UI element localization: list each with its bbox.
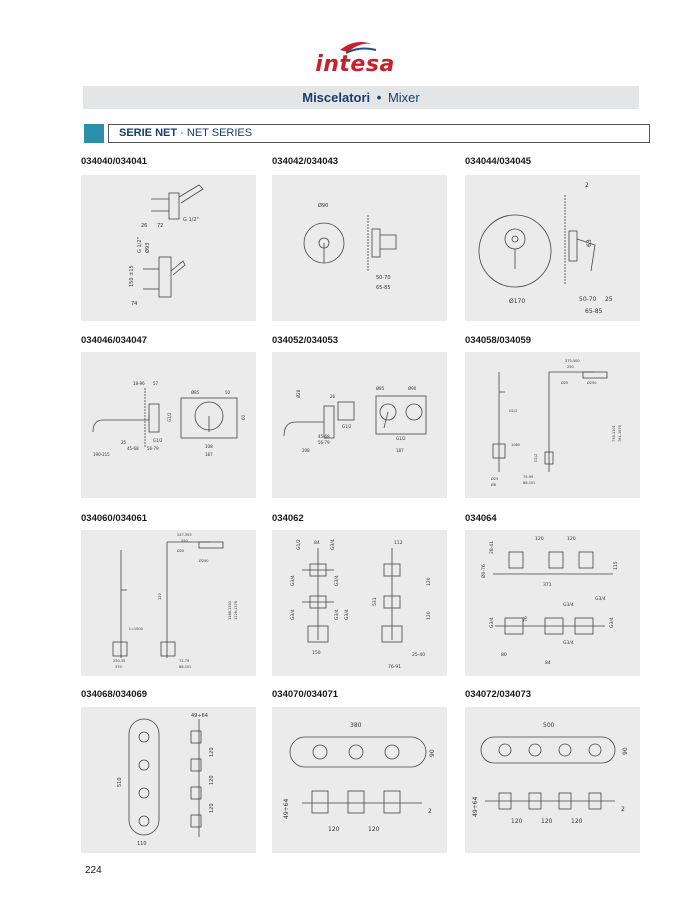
drawing-label: Ø85	[376, 386, 385, 391]
drawing-label: G3/4	[345, 609, 350, 620]
drawing-label: 72-79	[179, 659, 190, 663]
product-code: 034044/034045	[465, 156, 532, 167]
intesa-logo	[300, 36, 410, 82]
drawing-label: 80	[501, 653, 507, 658]
drawing-label: Ø0-76	[482, 564, 487, 578]
drawing-label: G3/4	[335, 609, 340, 620]
drawing-label: Ø93	[145, 242, 151, 253]
drawing-label: 1226-1376	[234, 600, 238, 620]
title-separator: •	[376, 90, 382, 105]
drawing-label: 25	[605, 296, 613, 303]
drawing-label: Ø8	[491, 483, 496, 487]
drawing-label: 28-41	[490, 540, 495, 554]
drawing-label: 76-91	[388, 665, 402, 670]
drawing-label: Ø90	[318, 203, 329, 209]
drawing-label: G1/2	[297, 539, 302, 550]
drawing-label: 50-70	[579, 296, 597, 303]
drawing-label: 75-95	[523, 475, 534, 479]
drawing-label: 49÷64	[283, 798, 290, 819]
drawing-label: G3/4	[563, 641, 574, 646]
drawing-034070	[272, 707, 447, 853]
drawing-label: G1/2	[534, 453, 538, 462]
drawing-label: 57	[153, 381, 159, 386]
drawing-label: 120	[541, 818, 553, 825]
drawing-label: Ø250	[199, 559, 209, 563]
drawing-034062	[272, 530, 447, 676]
drawing-label: 74	[131, 301, 138, 307]
drawing-label: 90	[429, 749, 436, 757]
drawing-label: 120	[328, 826, 340, 833]
drawing-label: 250	[567, 365, 574, 369]
drawing-label: 90	[622, 747, 629, 755]
drawing-label: 380	[350, 722, 362, 729]
drawing-034068	[81, 707, 256, 853]
drawing-label: 108	[205, 444, 213, 449]
drawing-label: 25-40	[412, 653, 426, 658]
series-name-italian: SERIE NET	[119, 127, 178, 139]
drawing-label: 65-85	[376, 285, 391, 291]
drawing-label: Ø20	[177, 549, 185, 553]
drawing-label: 550	[181, 539, 188, 543]
drawing-label: 120	[209, 803, 215, 813]
drawing-label: G1/2	[509, 409, 518, 413]
drawing-label: G 1/2"	[137, 237, 143, 253]
title-english: Mixer	[387, 90, 420, 105]
drawing-label: 208	[302, 448, 310, 453]
drawing-label: 76	[524, 616, 529, 622]
drawing-label: 371	[543, 583, 552, 588]
drawing-label: 120	[571, 818, 583, 825]
product-code: 034052/034053	[272, 335, 339, 346]
drawing-034058	[465, 352, 640, 498]
drawing-label: Ø25	[561, 381, 569, 385]
drawing-label: 120	[158, 593, 162, 600]
technical-drawing	[465, 530, 640, 676]
product-code: 034072/034073	[465, 689, 532, 700]
drawing-label: Ø250	[587, 381, 597, 385]
drawing-label: 120	[427, 577, 432, 586]
drawing-label: 49÷64	[472, 796, 479, 817]
drawing-label: 26	[330, 394, 336, 399]
drawing-label: 45-68	[127, 446, 139, 451]
drawing-label: Ø90	[408, 386, 417, 391]
drawing-label: 60	[241, 414, 246, 420]
product-code: 034040/034041	[81, 156, 148, 167]
drawing-label: 120	[535, 537, 544, 542]
drawing-label: Ø85	[191, 390, 200, 395]
drawing-label: 72	[157, 223, 164, 229]
drawing-label: 63	[586, 239, 593, 247]
drawing-label: G1/2	[153, 438, 163, 443]
technical-drawing	[465, 707, 640, 853]
drawing-label: G3/4	[595, 597, 606, 602]
drawing-label: 45-68	[318, 434, 330, 439]
drawing-label: 50-70	[376, 275, 391, 281]
drawing-label: 2	[621, 806, 625, 813]
product-code: 034046/034047	[81, 335, 148, 346]
series-separator: ·	[180, 127, 184, 139]
drawing-label: 110	[137, 841, 147, 847]
series-header	[108, 124, 650, 143]
drawing-label: 150 ±15	[129, 265, 135, 287]
drawing-label: 26	[141, 223, 148, 229]
drawing-label: 84	[314, 541, 320, 546]
technical-drawing	[81, 175, 256, 321]
drawing-label: G3/4	[563, 603, 574, 608]
technical-drawing	[272, 175, 447, 321]
drawing-label: G3/4	[291, 609, 296, 620]
drawing-label: 120	[368, 826, 380, 833]
drawing-034044	[465, 175, 640, 321]
product-code: 034068/034069	[81, 689, 148, 700]
drawing-label: 86-101	[179, 665, 192, 669]
drawing-label: 25	[121, 440, 127, 445]
page-title-bar	[83, 86, 639, 109]
drawing-label: G1/2	[167, 412, 172, 422]
drawing-label: 187	[205, 452, 213, 457]
drawing-label: 65-85	[585, 308, 603, 315]
drawing-label: G1/2	[396, 436, 406, 441]
drawing-label: 49÷64	[191, 713, 208, 719]
drawing-label: 2	[585, 182, 589, 189]
page-number: 224	[85, 865, 102, 876]
drawing-label: G 1/2"	[183, 217, 199, 223]
drawing-034060	[81, 530, 256, 676]
technical-drawing	[81, 707, 256, 853]
title-italian: Miscelatori	[302, 90, 371, 105]
technical-drawing	[465, 352, 640, 498]
drawing-034064	[465, 530, 640, 676]
technical-drawing	[272, 352, 447, 498]
drawing-label: 112	[394, 541, 403, 546]
drawing-label: Ø28	[296, 389, 301, 398]
product-code: 034064	[465, 513, 497, 524]
product-code: 034070/034071	[272, 689, 339, 700]
drawing-label: 347-353	[177, 533, 192, 537]
drawing-label: 2	[428, 808, 432, 815]
drawing-label: 1080	[511, 443, 520, 447]
drawing-label: 120	[511, 818, 523, 825]
product-code: 034060/034061	[81, 513, 148, 524]
drawing-label: 190-215	[93, 452, 110, 457]
series-name-english: NET SERIES	[186, 127, 253, 139]
technical-drawing	[272, 707, 447, 853]
drawing-034046	[81, 352, 256, 498]
drawing-label: 510	[117, 777, 123, 787]
drawing-034042	[272, 175, 447, 321]
drawing-label: 187	[396, 448, 404, 453]
drawing-label: Ø170	[509, 298, 526, 305]
drawing-label: 120	[209, 747, 215, 757]
logo-wordmark: intesa	[315, 52, 395, 77]
drawing-label: G1/2	[342, 424, 352, 429]
drawing-label: L=1000	[129, 627, 143, 631]
drawing-label: 18-96	[133, 381, 145, 386]
drawing-label: 115	[614, 561, 619, 570]
drawing-label: 120	[427, 611, 432, 620]
drawing-label: Ø25	[491, 477, 499, 481]
product-code: 034062	[272, 513, 304, 524]
technical-drawing	[465, 175, 640, 321]
technical-drawing	[272, 530, 447, 676]
drawing-034040	[81, 175, 256, 321]
drawing-label: 50	[225, 390, 231, 395]
drawing-label: 1186-1301	[228, 600, 232, 620]
technical-drawing	[81, 530, 256, 676]
drawing-label: G3/4	[335, 575, 340, 586]
drawing-label: 56-79	[147, 446, 159, 451]
drawing-label: 56-79	[318, 440, 330, 445]
series-accent-square	[84, 124, 104, 143]
drawing-label: 120	[209, 775, 215, 785]
product-code: 034042/034043	[272, 156, 339, 167]
drawing-label: 84	[545, 661, 551, 666]
drawing-label: 781-1076	[618, 425, 622, 442]
product-code: 034058/034059	[465, 335, 532, 346]
drawing-label: G3/4	[291, 575, 296, 586]
drawing-label: 736-1101	[612, 425, 616, 442]
drawing-label: 86-101	[523, 481, 536, 485]
drawing-label: 500	[543, 722, 555, 729]
drawing-label: G3/4	[490, 617, 495, 628]
drawing-label: G3/4	[610, 617, 615, 628]
drawing-label: 250-35	[113, 659, 126, 663]
drawing-label: 370	[115, 665, 122, 669]
drawing-label: G3/4	[331, 539, 336, 550]
technical-drawing	[81, 352, 256, 498]
drawing-label: 531	[373, 597, 378, 606]
drawing-label: 375-500	[565, 359, 580, 363]
drawing-034072	[465, 707, 640, 853]
drawing-034052	[272, 352, 447, 498]
drawing-label: 150	[312, 651, 321, 656]
drawing-label: 120	[567, 537, 576, 542]
